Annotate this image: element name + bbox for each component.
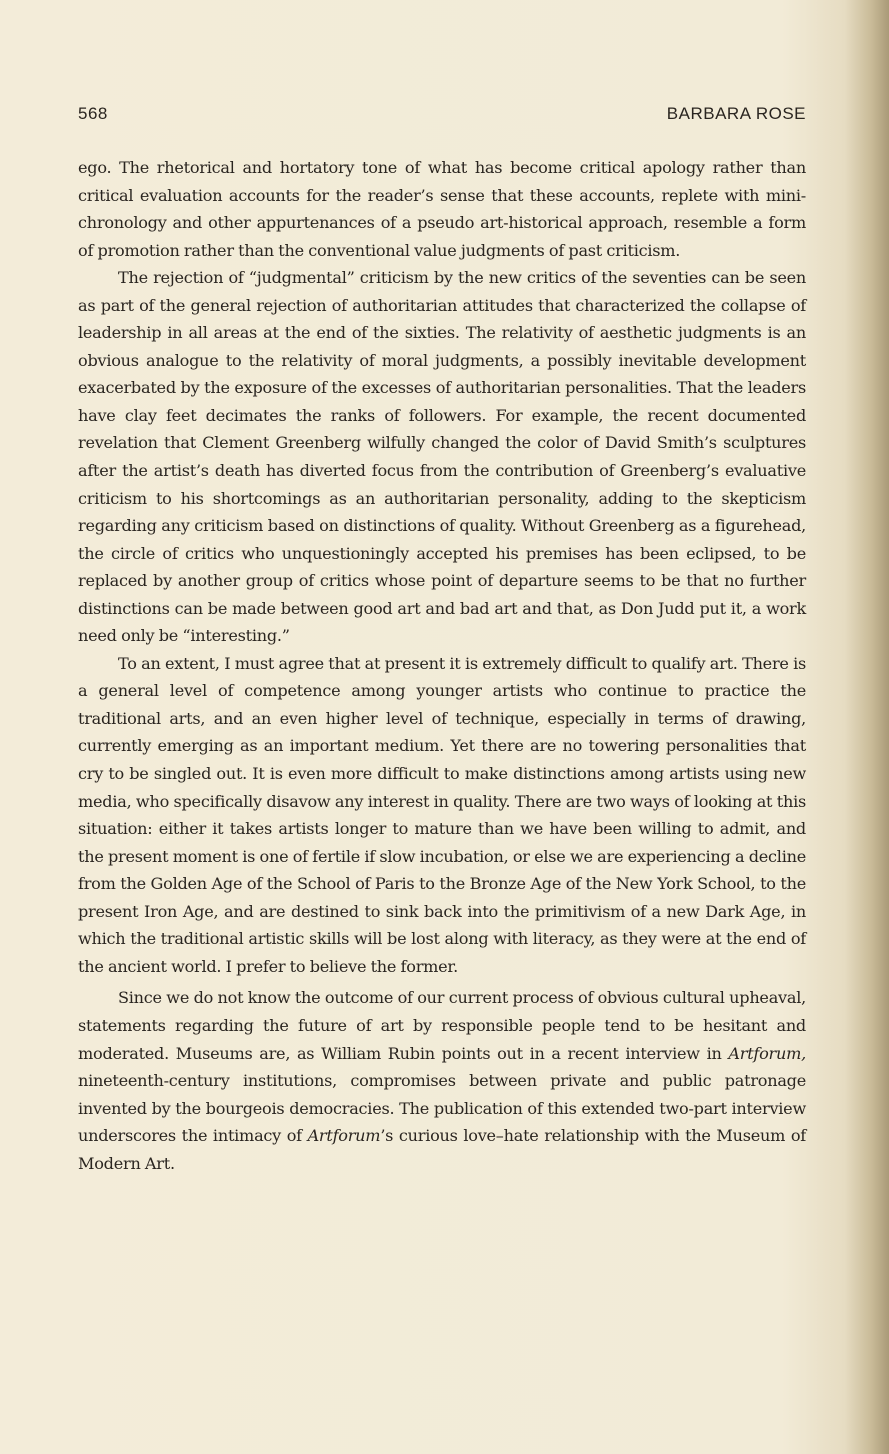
paragraph-1: ego. The rhetorical and hortatory tone of what has become critical apology rather than critical evaluation accounts for the reader’s sense that these accounts, replete with mini-chronology and other appurtenances of a pseudo art-historical approach, resemble a form of promotion rather than the conventional value judgments of past criticism. [78, 158, 806, 260]
running-head-author: BARBARA ROSE [666, 104, 806, 123]
page-number: 568 [78, 104, 108, 123]
artforum-title-2: Artforum [307, 1126, 381, 1146]
paragraph-3: To an extent, I must agree that at present it is extremely difficult to qualify art. There is a general level of competence among younger artists who continue to practice the traditional arts, and an even higher level of technique, especially in terms of drawing, currently emerging as an important medium. Yet there are no towering personalities that cry to be singled out. It is even more difficult to make distinctions among artists using new media, who specifically disavow any interest in quality. There are two ways of looking at this situation: either it takes artists longer to mature than we have been willing to admit, and the present moment is one of fertile if slow incubation, or else we are experiencing a decline from the Golden Age of the School of Paris to the Bronze Age of the New York School, to the present Iron Age, and are destined to sink back into the primitivism of a new Dark Age, in which the traditional artistic skills will be lost along with literacy, as they were at the end of the ancient world. I prefer to believe the former. [78, 653, 806, 976]
paragraph-2: The rejection of “judgmental” criticism by the new critics of the seventies can be seen as part of the general rejection of authoritarian attitudes that characterized the collapse of leadership in all areas at the end of the sixties. The relativity of aesthetic judgments is an obvious analogue to the relativity of moral judgments, a possibly inevitable development exacerbated by the exposure of the excesses of authoritarian personalities. That the leaders have clay feet decimates the ranks of followers. For example, the recent documented revelation that Clement Greenberg wilfully changed the color of David Smith’s sculptures after the artist’s death has diverted focus from the contribution of Greenberg’s evaluative criticism to his shortcomings as an authoritarian personality, adding to the skepticism regarding any criticism based on distinctions of quality. Without Greenberg as a figurehead, the circle of critics who unquestioningly accepted his premises has been eclipsed, to be replaced by another group of critics whose point of departure seems to be that no further distinctions can be made between good art and bad art and that, as Don Judd put it, a work need only be “interesting.” [78, 268, 806, 646]
paragraph-4-text-3: ’s curious love–hate relationship with the Museum of Modern Art. [78, 1126, 806, 1173]
paragraph-4-text-1: Since we do not know the outcome of our current process of obvious cultural upheaval, statements regarding the future of art by responsible people tend to be hesitant and moderated. Museums are, as William Rubin points out in a recent interview in [78, 988, 806, 1063]
body-text [78, 154, 806, 1177]
paragraph-4 [78, 984, 806, 1177]
paragraph-4-text-2: nineteenth-century institutions, compromises between private and public patronage invented by the bourgeois democracies. The publication of this extended two-part interview underscores the intimacy of [78, 1071, 806, 1146]
artforum-title-1: Artforum, [728, 1043, 806, 1063]
running-head [78, 104, 806, 126]
